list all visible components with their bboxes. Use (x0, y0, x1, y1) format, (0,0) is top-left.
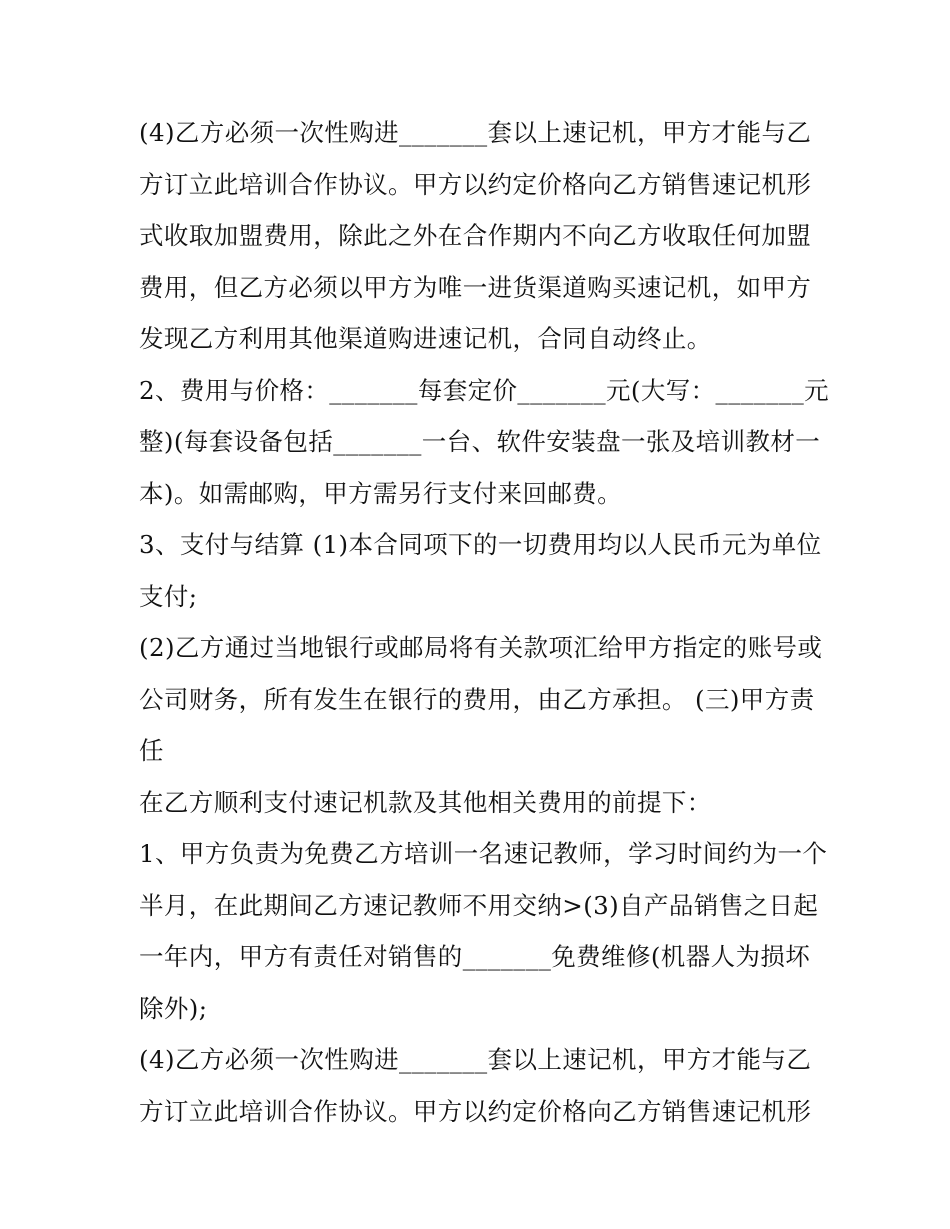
paragraph-payment-settlement: 3、支付与结算 (1)本合同项下的一切费用均以人民币元为单位支付; (139, 530, 822, 611)
paragraph-precondition: 在乙方顺利支付速记机款及其他相关费用的前提下： (139, 787, 712, 817)
paragraph-fees-and-price: 2、费用与价格：_______每套定价_______元(大写：_______元整)(每套设备包括_______一台、软件安装盘一张及培训教材一本)。如需邮购，甲方需另行支付来回邮费。 (139, 375, 829, 508)
paragraph-clause-4-purchase-repeat: (4)乙方必须一次性购进_______套以上速记机，甲方才能与乙方订立此培训合作协议。甲方以约定价格向乙方销售速记机形 (139, 1045, 812, 1126)
document-body (139, 107, 829, 1137)
paragraph-remittance: (2)乙方通过当地银行或邮局将有关款项汇给甲方指定的账号或公司财务，所有发生在银行的费用，由乙方承担。 (三)甲方责任 (139, 633, 823, 765)
paragraph-clause-4-purchase: (4)乙方必须一次性购进_______套以上速记机，甲方才能与乙方订立此培训合作协议。甲方以约定价格向乙方销售速记机形式收取加盟费用，除此之外在合作期内不向乙方收取任何加盟费用，但乙方必须以甲方为唯一进货渠道购买速记机，如甲方发现乙方利用其他渠道购进速记机，合同自动终止。 (139, 118, 812, 353)
paragraph-party-a-training: 1、甲方负责为免费乙方培训一名速记教师，学习时间约为一个半月，在此期间乙方速记教师不用交纳>(3)自产品销售之日起一年内，甲方有责任对销售的_______免费维修(机器人为损坏除外); (139, 839, 828, 1023)
